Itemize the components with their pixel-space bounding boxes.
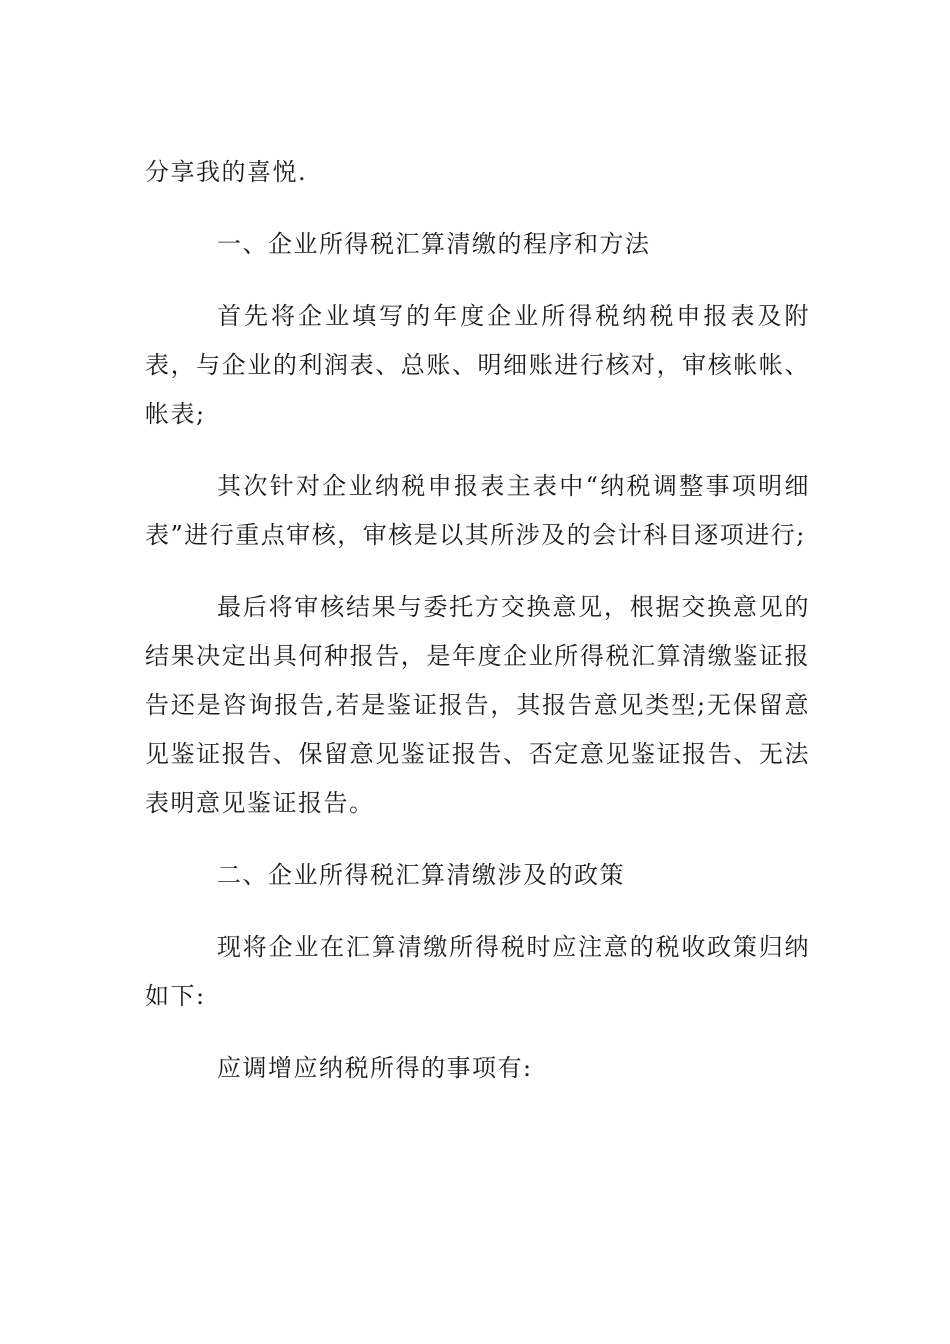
paragraph-increase-items: 应调增应纳税所得的事项有: — [217, 1054, 533, 1082]
paragraph-second-step: 其次针对企业纳税申报表主表中“纳税调整事项明细表”进行重点审核，审核是以其所涉及的会计科目逐项进行; — [145, 472, 810, 549]
section-heading-1: 一、企业所得税汇算清缴的程序和方法 — [217, 230, 651, 258]
paragraph-first-step: 首先将企业填写的年度企业所得税纳税申报表及附表，与企业的利润表、总账、明细账进行核对，审核帐帐、帐表; — [145, 302, 810, 428]
paragraph-final-step: 最后将审核结果与委托方交换意见，根据交换意见的结果决定出具何种报告，是年度企业所得税汇算清缴鉴证报告还是咨询报告,若是鉴证报告，其报告意见类型;无保留意见鉴证报告、保留意见鉴证报告、否定意见鉴证报告、无法表明意见鉴证报告。 — [145, 593, 810, 817]
document-body — [145, 148, 810, 1093]
paragraph-policy-intro: 现将企业在汇算清缴所得税时应注意的税收政策归纳如下: — [145, 933, 810, 1010]
paragraph-continuation: 分享我的喜悦. — [145, 158, 308, 186]
section-heading-2: 二、企业所得税汇算清缴涉及的政策 — [217, 861, 625, 889]
